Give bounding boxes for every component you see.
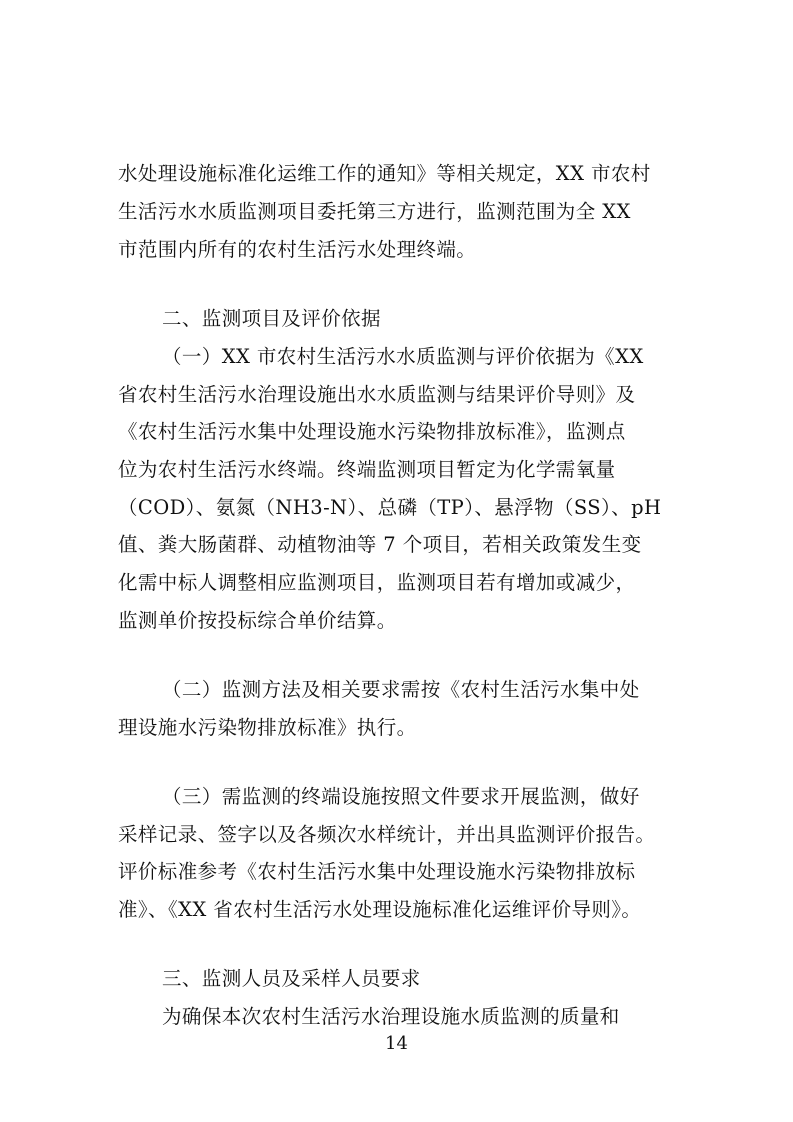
body-text-line: 监测单价按投标综合单价结算。 [118, 609, 397, 632]
paragraph-first-line: （三）需监测的终端设施按照文件要求开展监测，做好 [162, 785, 640, 808]
paragraph-first-line: （一）XX 市农村生活污水水质监测与评价依据为《XX [162, 345, 644, 368]
body-text-line: 水处理设施标准化运维工作的通知》等相关规定，XX 市农村 [118, 162, 651, 185]
paragraph-first-line: 为确保本次农村生活污水治理设施水质监测的质量和 [162, 1005, 620, 1028]
body-text-line: 理设施水污染物排放标准》执行。 [118, 716, 417, 739]
body-text-line: 生活污水水质监测项目委托第三方进行，监测范围为全 XX [118, 200, 631, 223]
body-text-line: 化需中标人调整相应监测项目，监测项目若有增加或减少， [118, 571, 636, 594]
body-text-line: （COD）、氨氮（NH3-N）、总磷（TP）、悬浮物（SS）、pH [118, 496, 662, 519]
section-heading-2: 二、监测项目及评价依据 [162, 307, 381, 330]
body-text-line: 市范围内所有的农村生活污水处理终端。 [118, 238, 477, 261]
body-text-line: 位为农村生活污水终端。终端监测项目暂定为化学需氧量 [118, 458, 616, 481]
body-text-line: 《农村生活污水集中处理设施水污染物排放标准》，监测点 [118, 420, 626, 443]
section-heading-3: 三、监测人员及采样人员要求 [162, 967, 421, 990]
body-text-line: 值、粪大肠菌群、动植物油等 7 个项目，若相关政策发生变 [118, 533, 642, 556]
body-text-line: 准》、《XX 省农村生活污水处理设施标准化运维评价导则》。 [118, 898, 642, 921]
page-number: 14 [385, 1033, 408, 1054]
paragraph-first-line: （二）监测方法及相关要求需按《农村生活污水集中处 [162, 678, 640, 701]
body-text-line: 采样记录、签字以及各频次水样统计，并出具监测评价报告。 [118, 823, 656, 846]
body-text-line: 省农村生活污水治理设施出水水质监测与结果评价导则》及 [118, 383, 636, 406]
body-text-line: 评价标准参考《农村生活污水集中处理设施水污染物排放标 [118, 860, 636, 883]
